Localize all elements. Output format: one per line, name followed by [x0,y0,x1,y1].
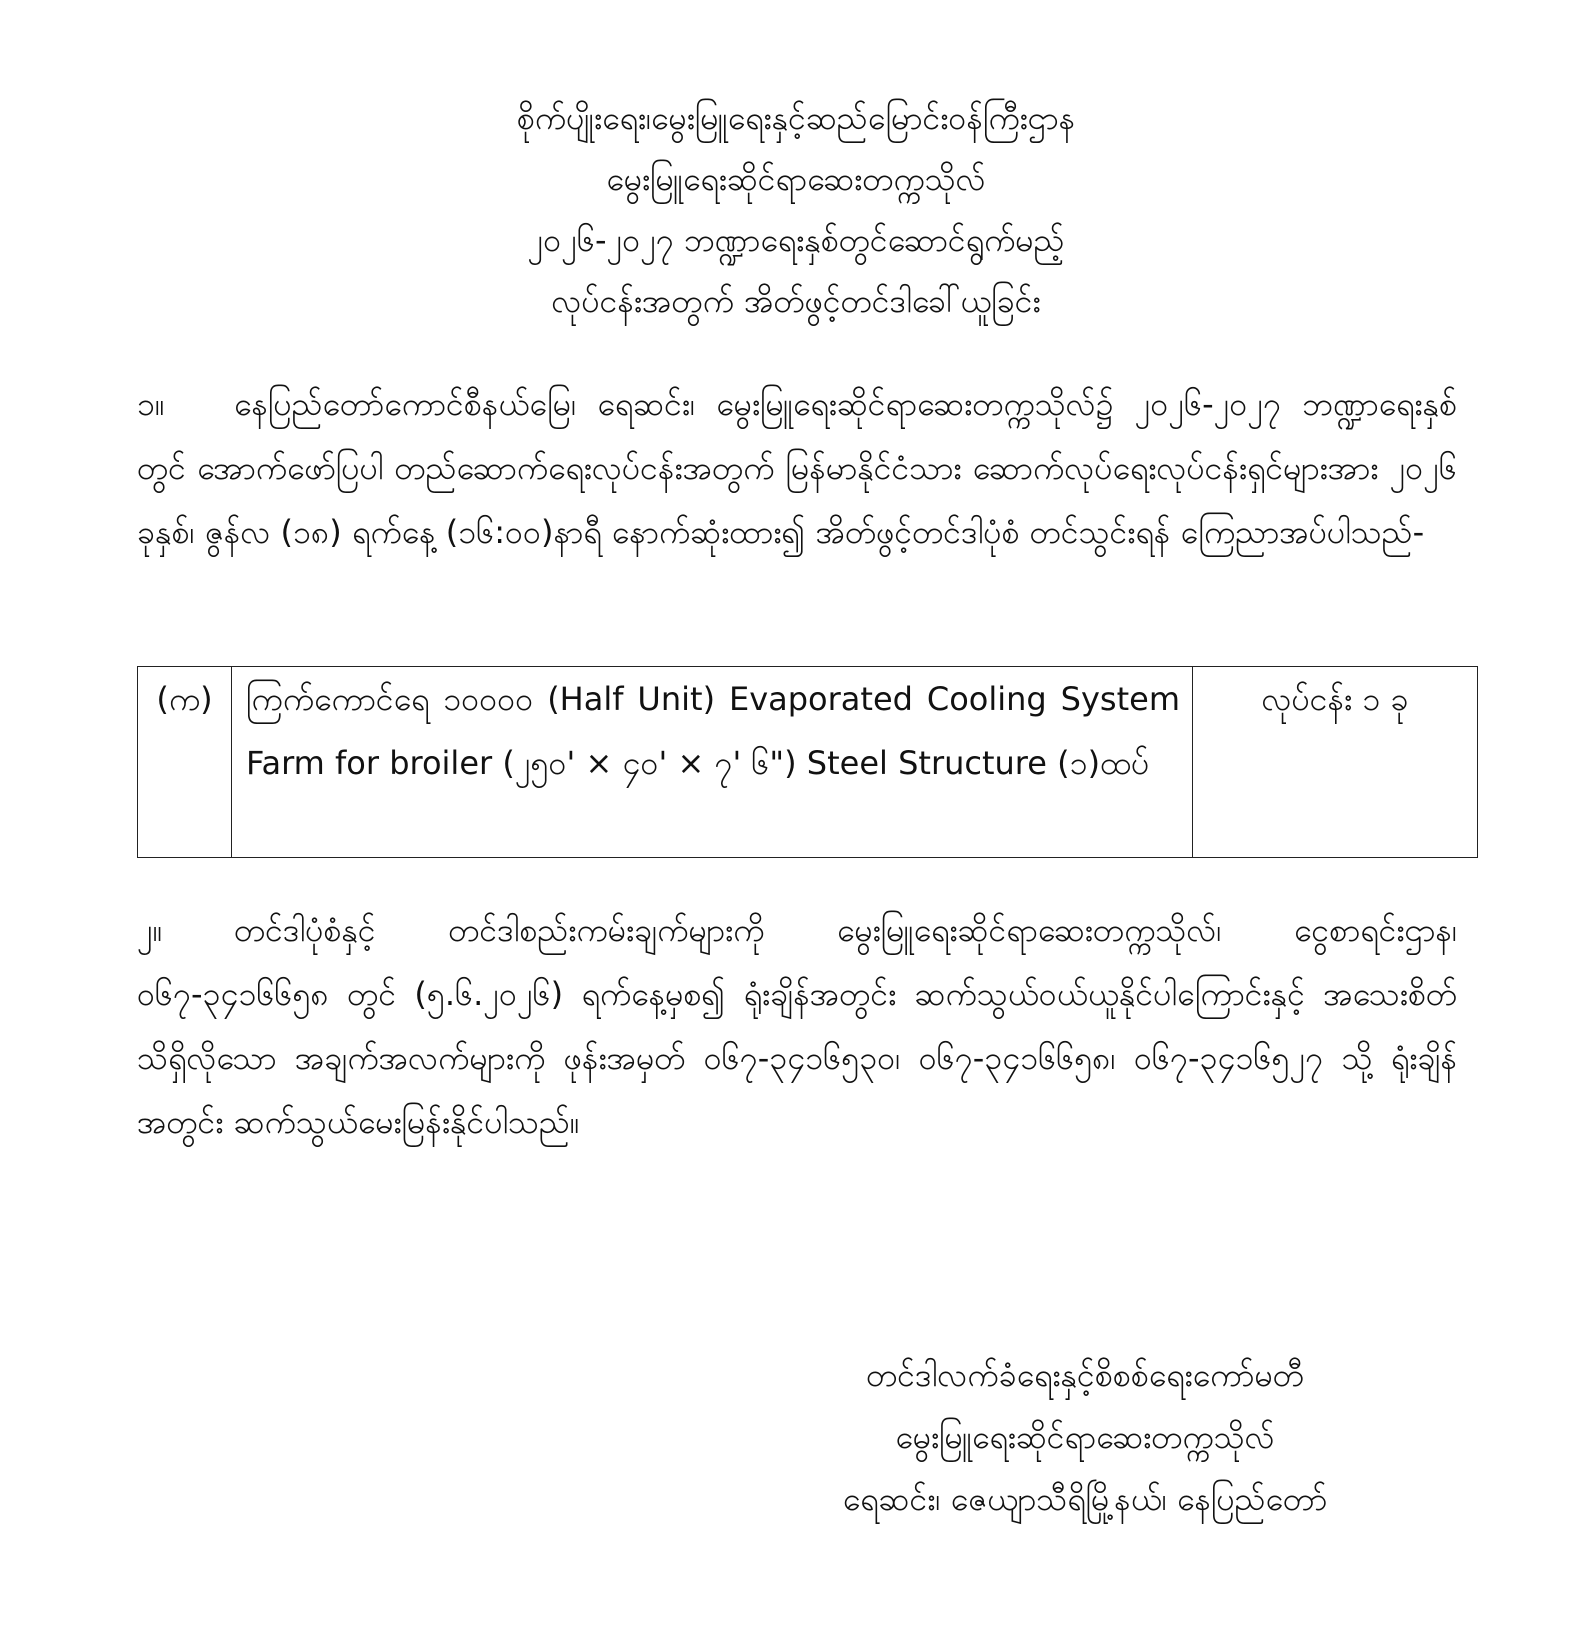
item-description: ကြက်ကောင်ရေ ၁၀၀၀၀ (Half Unit) Evaporated Cooling System Farm for broiler (၂၅၀' × ၄၀' × ၇' ၆") Steel Structure (၁)ထပ် [232,667,1193,858]
paragraph-1-number: ၁။ [137,385,165,423]
signature-address: ရေဆင်း၊ ဇေယျာသီရိမြို့နယ်၊ နေပြည်တော် [842,1480,1328,1518]
heading-line-fiscal-year: ၂၀၂၆-၂၀၂၇ ဘဏ္ဍာရေးနှစ်တွင်ဆောင်ရွက်မည့် [527,221,1065,259]
item-label: (က) [138,667,232,858]
heading-line-university: မွေးမြူရေးဆိုင်ရာဆေးတက္ကသိုလ် [606,160,986,198]
heading-line-tender-title: လုပ်ငန်းအတွက် အိတ်ဖွင့်တင်ဒါခေါ်ယူခြင်း [551,282,1041,320]
paragraph-1 [137,372,1457,564]
signature-block [780,1344,1390,1530]
paragraph-2 [137,898,1457,1154]
signature-university: မွေးမြူရေးဆိုင်ရာဆေးတက္ကသိုလ် [895,1418,1275,1456]
heading-line-ministry: စိုက်ပျိုးရေး၊မွေးမြူရေးနှင့်ဆည်မြောင်းဝန်ကြီးဌာန [516,99,1076,137]
tender-items-table [137,666,1478,858]
item-quantity: လုပ်ငန်း ၁ ခု [1193,667,1478,858]
paragraph-2-number: ၂။ [137,911,163,949]
table-row [138,667,1478,858]
paragraph-1-text: နေပြည်တော်ကောင်စီနယ်မြေ၊ ရေဆင်း၊ မွေးမြူရေးဆိုင်ရာဆေးတက္ကသိုလ်၌ ၂၀၂၆-၂၀၂၇ ဘဏ္ဍာရေးနှစ်တွင် အောက်ဖော်ပြပါ တည်ဆောက်ရေးလုပ်ငန်းအတွက် မြန်မာနိုင်ငံသား ဆောက်လုပ်ရေးလုပ်ငန်းရှင်များအား ၂၀၂၆ ခုနှစ်၊ ဇွန်လ (၁၈) ရက်နေ့ (၁၆:၀၀)နာရီ နောက်ဆုံးထား၍ အိတ်ဖွင့်တင်ဒါပုံစံ တင်သွင်းရန် ကြေညာအပ်ပါသည်- [137,385,1457,551]
document-heading [0,88,1592,332]
paragraph-2-text: တင်ဒါပုံစံနှင့် တင်ဒါစည်းကမ်းချက်များကို မွေးမြူရေးဆိုင်ရာဆေးတက္ကသိုလ်၊ ငွေစာရင်းဌာန၊ ၀၆၇-၃၄၁၆၆၅၈ တွင် (၅.၆.၂၀၂၆) ရက်နေ့မှစ၍ ရုံးချိန်အတွင်း ဆက်သွယ်ဝယ်ယူနိုင်ပါကြောင်းနှင့် အသေးစိတ် သိရှိလိုသော အချက်အလက်များကို ဖုန်းအမှတ် ၀၆၇-၃၄၁၆၅၃၀၊ ၀၆၇-၃၄၁၆၆၅၈၊ ၀၆၇-၃၄၁၆၅၂၇ သို့ ရုံးချိန်အတွင်း ဆက်သွယ်မေးမြန်းနိုင်ပါသည်။ [137,911,1458,1141]
signature-committee: တင်ဒါလက်ခံရေးနှင့်စိစစ်ရေးကော်မတီ [866,1356,1304,1394]
